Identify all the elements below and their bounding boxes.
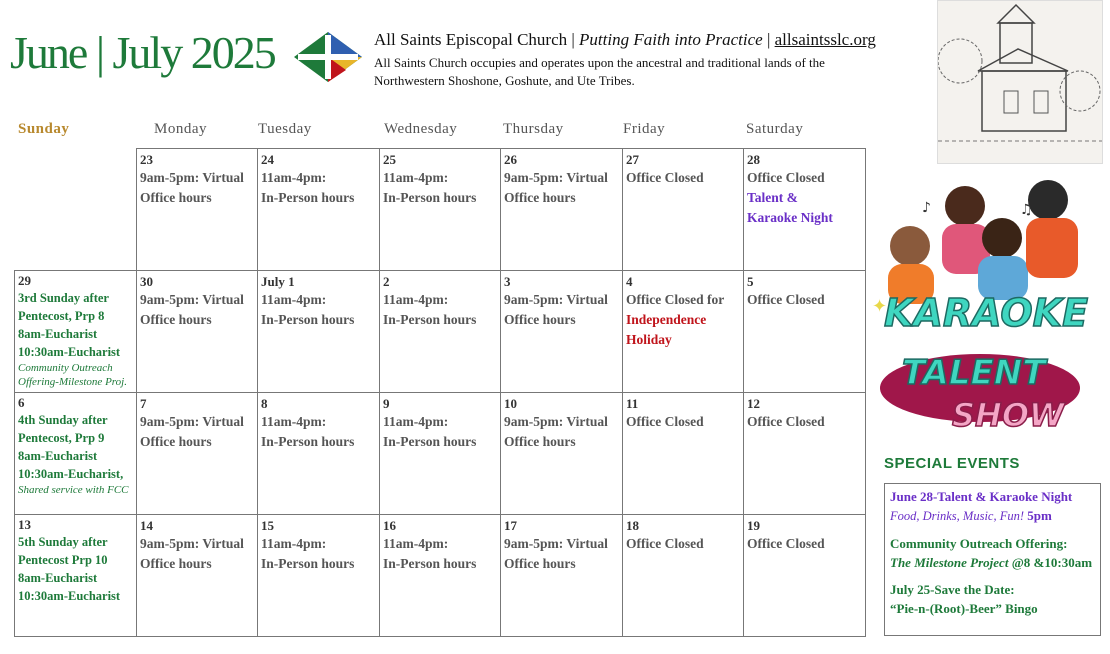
- day-cell: [743, 270, 866, 393]
- day-cell: [379, 514, 501, 637]
- day-cell: [136, 514, 258, 637]
- hours-line: Office hours: [140, 312, 212, 327]
- date-number: 16: [383, 518, 396, 533]
- date-number: 14: [140, 518, 153, 533]
- hours-line: Office Closed: [747, 292, 825, 307]
- hours-line: Office hours: [140, 434, 212, 449]
- hours-line: Office Closed: [626, 170, 704, 185]
- hours-line: In-Person hours: [261, 312, 355, 327]
- hours-line: 9am-5pm: Virtual: [504, 536, 608, 551]
- sunday-service-line: Pentecost, Prp 8: [18, 309, 105, 323]
- weekday-wednesday: Wednesday: [384, 121, 458, 137]
- svg-text:♪: ♪: [922, 200, 931, 216]
- church-header-line: All Saints Episcopal Church | Putting Faith into Practice | allsaintsslc.org: [374, 30, 876, 49]
- website-link[interactable]: allsaintsslc.org: [774, 30, 876, 49]
- date-number: 25: [383, 152, 396, 167]
- day-cell: [622, 514, 744, 637]
- hours-line: Office Closed: [747, 414, 825, 429]
- date-number: 9: [383, 396, 390, 411]
- hours-line: 11am-4pm:: [261, 536, 327, 551]
- hours-line: In-Person hours: [383, 556, 477, 571]
- date-number: 15: [261, 518, 274, 533]
- hours-line: 9am-5pm: Virtual: [504, 170, 608, 185]
- day-cell: [136, 148, 258, 271]
- sunday-note-line: Shared service with FCC: [18, 484, 129, 496]
- sunday-service-line: 4th Sunday after: [18, 413, 108, 427]
- hours-line: Office Closed for: [626, 292, 725, 307]
- date-number: 8: [261, 396, 268, 411]
- weekday-tuesday: Tuesday: [258, 121, 312, 137]
- event2-desc: The Milestone Project: [890, 555, 1009, 570]
- hours-line: Office Closed: [747, 536, 825, 551]
- day-cell: [743, 392, 866, 515]
- event1-title: June 28-Talent & Karaoke Night: [890, 489, 1073, 504]
- day-cell: [500, 148, 623, 271]
- day-cell: [622, 270, 744, 393]
- date-number: 18: [626, 518, 639, 533]
- hours-line: In-Person hours: [383, 190, 477, 205]
- event3-title: July 25-Save the Date:: [890, 582, 1015, 597]
- sunday-service-line: 8am-Eucharist: [18, 571, 98, 585]
- day-cell: [500, 270, 623, 393]
- date-number: 29: [18, 273, 31, 288]
- day-cell: [257, 270, 380, 393]
- weekday-thursday: Thursday: [503, 121, 564, 137]
- hours-line: 9am-5pm: Virtual: [140, 536, 244, 551]
- event3-desc: “Pie-n-(Root)-Beer” Bingo: [890, 601, 1038, 616]
- sunday-service-line: 8am-Eucharist: [18, 449, 98, 463]
- hours-line: Office hours: [504, 190, 576, 205]
- date-number: 30: [140, 274, 153, 289]
- day-cell: [743, 514, 866, 637]
- date-number: 19: [747, 518, 760, 533]
- hours-line: 9am-5pm: Virtual: [504, 292, 608, 307]
- date-number: 23: [140, 152, 153, 167]
- date-number: July 1: [261, 274, 295, 289]
- hours-line: 9am-5pm: Virtual: [140, 414, 244, 429]
- hours-line: 11am-4pm:: [383, 536, 449, 551]
- sunday-service-line: 10:30am-Eucharist,: [18, 467, 124, 481]
- date-number: 13: [18, 517, 31, 532]
- special-events-box: [884, 483, 1101, 636]
- holiday-line: Independence: [626, 312, 707, 327]
- date-number: 27: [626, 152, 639, 167]
- day-cell: [500, 392, 623, 515]
- hours-line: Office Closed: [747, 170, 825, 185]
- date-number: 11: [626, 396, 639, 411]
- svg-text:✦: ✦: [872, 296, 888, 317]
- calendar-title: June | July 2025: [10, 27, 275, 78]
- event-line: Karaoke Night: [747, 210, 833, 225]
- day-cell: [743, 148, 866, 271]
- hours-line: Office hours: [504, 434, 576, 449]
- sunday-service-line: Pentecost, Prp 9: [18, 431, 105, 445]
- hours-line: Office hours: [504, 312, 576, 327]
- sunday-service-line: 3rd Sunday after: [18, 291, 109, 305]
- hours-line: Office hours: [140, 556, 212, 571]
- day-cell: [257, 514, 380, 637]
- svg-text:♫: ♫: [1020, 202, 1033, 218]
- event2-title: Community Outreach Offering:: [890, 536, 1068, 551]
- hours-line: In-Person hours: [261, 556, 355, 571]
- day-cell: [622, 148, 744, 271]
- day-cell: [500, 514, 623, 637]
- hours-line: 9am-5pm: Virtual: [140, 170, 244, 185]
- sunday-service-line: 10:30am-Eucharist: [18, 345, 121, 359]
- day-cell: [379, 392, 501, 515]
- hours-line: In-Person hours: [261, 434, 355, 449]
- day-cell: [136, 270, 258, 393]
- hours-line: Office Closed: [626, 414, 704, 429]
- hours-line: In-Person hours: [383, 312, 477, 327]
- sunday-note-line: Offering-Milestone Proj.: [18, 376, 127, 388]
- sunday-cell: [14, 514, 137, 637]
- sunday-service-line: 5th Sunday after: [18, 535, 108, 549]
- day-cell: [257, 148, 380, 271]
- date-number: 7: [140, 396, 147, 411]
- weekday-saturday: Saturday: [746, 121, 804, 137]
- talent-word: TALENT: [902, 353, 1046, 393]
- hours-line: In-Person hours: [261, 190, 355, 205]
- sunday-note-line: Community Outreach: [18, 362, 113, 374]
- hours-line: 11am-4pm:: [383, 414, 449, 429]
- date-number: 10: [504, 396, 517, 411]
- hours-line: 11am-4pm:: [383, 170, 449, 185]
- event2-time: @8 &10:30am: [1011, 555, 1093, 570]
- episcopal-shield-logo: [290, 30, 366, 84]
- hours-line: 11am-4pm:: [261, 414, 327, 429]
- hours-line: Office Closed: [626, 536, 704, 551]
- sunday-cell: [14, 270, 137, 393]
- show-word: SHOW: [952, 396, 1065, 434]
- hours-line: 11am-4pm:: [261, 170, 327, 185]
- weekday-friday: Friday: [623, 121, 666, 137]
- date-number: 4: [626, 274, 633, 289]
- land-acknowledgement: All Saints Church occupies and operates upon the ancestral and traditional lands of the Northwestern Shoshone, Goshute, and Ute Tribes.: [374, 55, 825, 88]
- church-name: All Saints Episcopal Church: [374, 30, 568, 49]
- sunday-cell: [14, 392, 137, 515]
- sunday-service-line: Pentecost Prp 10: [18, 553, 108, 567]
- church-sketch-image: [937, 0, 1103, 164]
- karaoke-talent-show-graphic: [870, 176, 1100, 444]
- special-events-title: SPECIAL EVENTS: [884, 455, 1020, 472]
- hours-line: 9am-5pm: Virtual: [140, 292, 244, 307]
- date-number: 24: [261, 152, 274, 167]
- weekday-monday: Monday: [154, 121, 207, 137]
- day-cell: [379, 148, 501, 271]
- date-number: 6: [18, 395, 25, 410]
- church-tagline: Putting Faith into Practice: [579, 30, 763, 49]
- date-number: 2: [383, 274, 390, 289]
- hours-line: Office hours: [140, 190, 212, 205]
- date-number: 3: [504, 274, 511, 289]
- day-cell: [257, 392, 380, 515]
- karaoke-word: KARAOKE: [884, 291, 1089, 335]
- holiday-line: Holiday: [626, 332, 672, 347]
- sunday-service-line: 8am-Eucharist: [18, 327, 98, 341]
- date-number: 28: [747, 152, 760, 167]
- date-number: 12: [747, 396, 760, 411]
- date-number: 17: [504, 518, 517, 533]
- day-cell: [136, 392, 258, 515]
- event1-desc: Food, Drinks, Music, Fun!: [890, 509, 1025, 523]
- hours-line: Office hours: [504, 556, 576, 571]
- event1-time: 5pm: [1027, 508, 1052, 523]
- hours-line: 9am-5pm: Virtual: [504, 414, 608, 429]
- sunday-service-line: 10:30am-Eucharist: [18, 589, 121, 603]
- hours-line: In-Person hours: [383, 434, 477, 449]
- hours-line: 11am-4pm:: [383, 292, 449, 307]
- hours-line: 11am-4pm:: [261, 292, 327, 307]
- day-cell: [379, 270, 501, 393]
- day-cell: [622, 392, 744, 515]
- date-number: 26: [504, 152, 517, 167]
- event-line: Talent &: [747, 190, 798, 205]
- date-number: 5: [747, 274, 754, 289]
- weekday-sunday: Sunday: [18, 121, 70, 137]
